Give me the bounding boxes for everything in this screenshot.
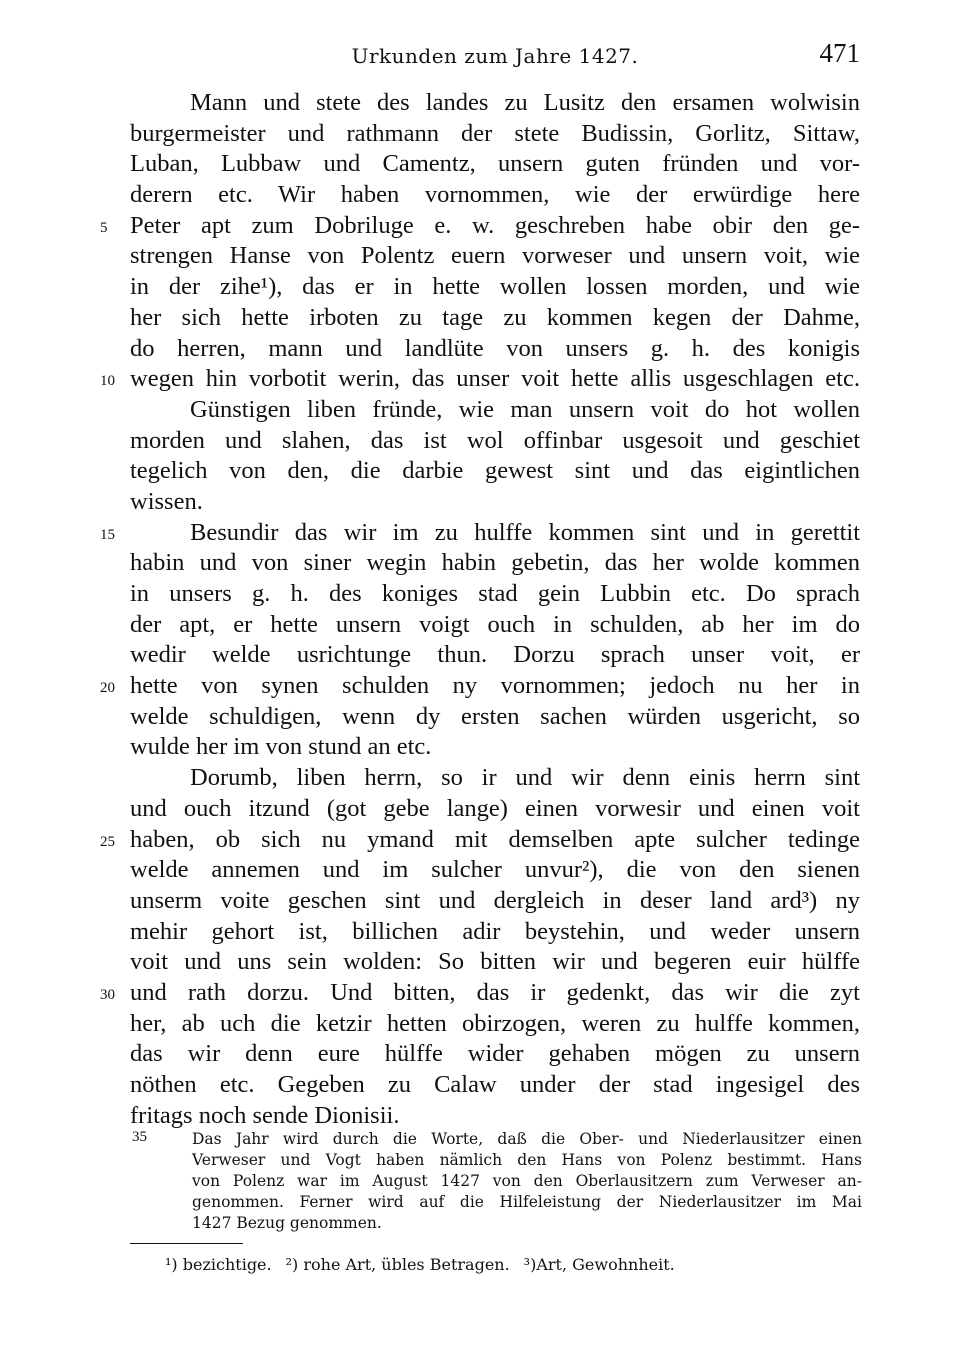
text-line	[100, 211, 860, 242]
line-text: das wir denn eure hülffe wider gehaben mögen zu unsern	[130, 1040, 860, 1068]
text-line	[130, 1070, 860, 1101]
text-line	[130, 119, 860, 150]
text-line	[130, 180, 860, 211]
line-text: habin und von siner wegin habin gebetin, das her wolde kommen	[130, 549, 860, 577]
line-text: Luban, Lubbaw und Camentz, unsern guten fründen und vor-	[130, 150, 860, 178]
line-text: Günstigen liben fründe, wie man unsern voit do hot wollen	[190, 395, 860, 423]
text-line	[130, 1101, 860, 1132]
line-text: wedir welde usrichtunge thun. Dorzu sprach unser voit, er	[130, 641, 860, 669]
line-number: 5	[100, 219, 108, 236]
footnotes	[165, 1255, 865, 1274]
text-line	[130, 548, 860, 579]
line-text: do herren, mann und landlüte von unsers g. h. des konigis	[130, 334, 860, 362]
line-text: wissen.	[130, 487, 203, 515]
line-text: und rath dorzu. Und bitten, das ir gedenkt, das wir die zyt	[130, 978, 860, 1006]
line-text: fritags noch sende Dionisii.	[130, 1101, 400, 1129]
line-number: 35	[132, 1129, 147, 1145]
line-text: Peter apt zum Dobriluge e. w. geschreben habe obir den ge-	[130, 211, 860, 239]
line-text: welde schuldigen, wenn dy ersten sachen würden usgericht, so	[130, 702, 860, 730]
line-text: nöthen etc. Gegeben zu Calaw under der stad ingesigel des	[130, 1071, 860, 1098]
text-line	[130, 149, 860, 180]
footnote: ¹) bezichtige.	[165, 1255, 272, 1274]
text-line	[130, 610, 860, 641]
text-line	[130, 88, 860, 119]
text-line	[130, 886, 860, 917]
line-text: burgermeister und rathmann der stete Budissin, Gorlitz, Sittaw,	[130, 119, 860, 147]
footnote: ²) rohe Art, übles Betragen.	[285, 1255, 510, 1274]
text-line	[130, 1009, 860, 1040]
line-number: 25	[100, 833, 115, 850]
line-text: her, ab uch die ketzir hetten obirzogen, weren zu hulffe kommen,	[130, 1009, 860, 1037]
footnote: ³)Art, Gewohnheit.	[523, 1255, 675, 1274]
text-line	[130, 456, 860, 487]
line-text: Dorumb, liben herrn, so ir und wir denn einis herrn sint	[190, 764, 860, 792]
text-line	[100, 518, 860, 549]
note-line: Das Jahr wird durch die Worte, daß die Ober- und Niederlausitzer einen	[192, 1130, 862, 1148]
text-line	[130, 917, 860, 948]
line-text: her sich hette irboten zu tage zu kommen kegen der Dahme,	[130, 303, 860, 331]
text-line	[130, 395, 860, 426]
line-text: voit und uns sein wolden: So bitten wir und begeren euir hülffe	[130, 948, 860, 976]
line-text: der apt, er hette unsern voigt ouch in schulden, ab her im do	[130, 610, 860, 638]
page-number: 471	[819, 38, 860, 68]
text-line	[130, 579, 860, 610]
line-text: haben, ob sich nu ymand mit demselben apte sulcher tedinge	[130, 825, 860, 853]
line-text: Mann und stete des landes zu Lusitz den ersamen wolwisin	[190, 89, 860, 116]
line-text: hette von synen schulden ny vornommen; jedoch nu her in	[130, 672, 860, 700]
line-text: in der zihe¹), das er in hette wollen lossen morden, und wie	[130, 273, 860, 301]
running-title: Urkunden zum Jahre 1427.	[351, 44, 639, 68]
line-text: unserm voite geschen sint und dergleich in deser land ard³) ny	[130, 886, 860, 914]
document-body	[100, 88, 860, 1131]
text-line	[130, 487, 860, 518]
text-line	[130, 794, 860, 825]
text-line	[130, 303, 860, 334]
text-line	[100, 364, 860, 395]
line-text: Besundir das wir im zu hulffe kommen sint und in gerettit	[190, 518, 860, 546]
line-number: 30	[100, 986, 115, 1003]
line-number: 20	[100, 680, 115, 697]
note-line: genommen. Ferner wird auf die Hilfeleistung der Niederlausitzer im Mai	[192, 1193, 862, 1211]
line-text: in unsers g. h. des koniges stad gein Lubbin etc. Do sprach	[130, 580, 860, 607]
line-number: 15	[100, 526, 115, 543]
text-line	[130, 426, 860, 457]
text-line	[130, 732, 860, 763]
text-line	[100, 671, 860, 702]
line-text: mehir gehort ist, billichen adir beystehin, und weder unsern	[130, 917, 860, 945]
text-line	[130, 763, 860, 794]
line-text: wulde her im von stund an etc.	[130, 733, 432, 761]
text-line	[130, 1039, 860, 1070]
text-line	[100, 978, 860, 1009]
line-text: strengen Hanse von Polentz euern vorweser und unsern voit, wie	[130, 242, 860, 270]
line-text: welde annemen und im sulcher unvur²), die von den sienen	[130, 856, 860, 884]
text-line	[130, 272, 860, 303]
line-number: 10	[100, 373, 115, 390]
line-text: wegen hin vorbotit werin, das unser voit hette allis usgeschlagen etc.	[130, 365, 860, 393]
note-line: von Polenz war im August 1427 von den Oberlausitzern zum Verweser an-	[192, 1172, 862, 1190]
line-text: und ouch itzund (got gebe lange) einen vorwesir und einen voit	[130, 794, 860, 822]
line-text: morden und slahen, das ist wol offinbar usgesoit und geschiet	[130, 426, 860, 454]
note-line: 1427 Bezug genommen.	[192, 1214, 382, 1232]
page-header	[130, 38, 860, 78]
line-text: tegelich von den, die darbie gewest sint und das eigintlichen	[130, 457, 860, 485]
note-line: Verweser und Vogt haben nämlich den Hans von Polenz bestimmt. Hans	[192, 1151, 862, 1169]
text-line	[130, 241, 860, 272]
text-line	[130, 334, 860, 365]
editorial-note	[132, 1129, 862, 1234]
text-line	[130, 702, 860, 733]
footnote-divider	[130, 1243, 243, 1244]
text-line	[130, 947, 860, 978]
text-line	[130, 855, 860, 886]
text-line	[130, 640, 860, 671]
text-line	[100, 825, 860, 856]
line-text: derern etc. Wir haben vornommen, wie der erwürdige here	[130, 181, 860, 209]
